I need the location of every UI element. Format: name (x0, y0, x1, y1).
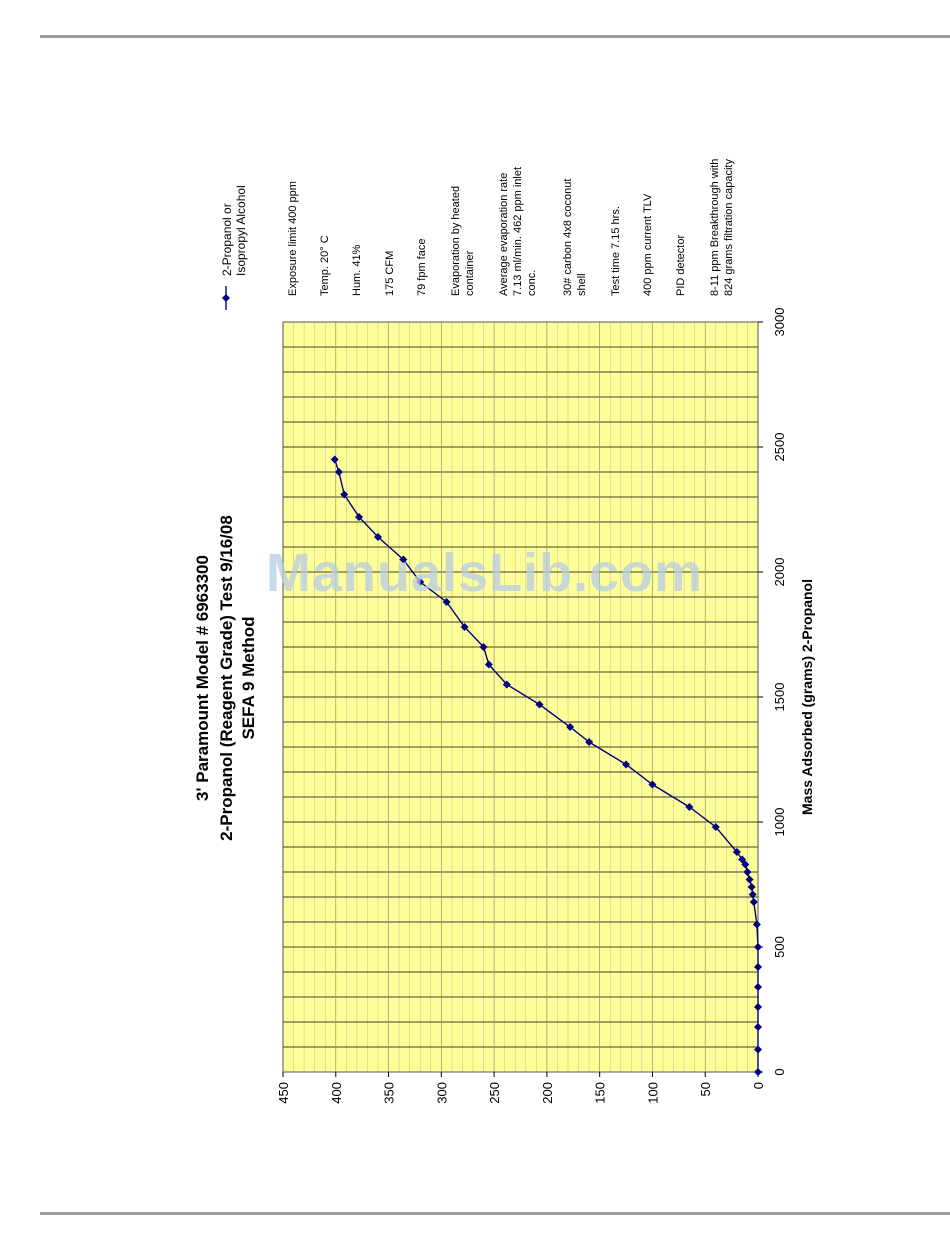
y-tick-label: 0 (751, 1082, 766, 1090)
chart-title-line: SEFA 9 Method (239, 616, 258, 740)
legend-marker (222, 294, 230, 302)
x-tick-label: 3000 (772, 307, 787, 337)
y-tick-label: 400 (328, 1082, 344, 1104)
y-tick-label: 100 (645, 1082, 661, 1104)
annotation-text: container (464, 250, 476, 296)
annotation-text: conc. (526, 269, 538, 296)
annotation-text: Test time 7.15 hrs. (610, 206, 622, 296)
y-tick-label: 50 (698, 1082, 714, 1097)
chart-title-line: 3' Paramount Model # 6963300 (193, 555, 212, 801)
y-tick-label: 200 (539, 1082, 555, 1104)
annotation-text: Hum. 41% (351, 244, 363, 296)
y-tick-label: 250 (487, 1082, 503, 1104)
x-tick-label: 2000 (772, 557, 787, 587)
watermark: ManualsLib.com (266, 543, 704, 603)
annotation-text: Exposure limit 400 ppm (287, 181, 299, 296)
annotation-text: Evaporation by heated (450, 185, 462, 296)
annotation-text: 824 grams filtration capacity (723, 159, 735, 296)
x-tick-label: 2500 (772, 432, 787, 462)
x-tick-label: 1500 (772, 682, 787, 712)
legend-label-line: Isopropyl Alcohol (234, 185, 248, 276)
x-axis-title: Mass Adsorbed (grams) 2-Propanol (799, 579, 815, 815)
annotation-text: 8-11 ppm Breakthrough with (709, 158, 721, 296)
x-tick-label: 500 (772, 936, 787, 958)
annotation-text: PID detector (675, 234, 687, 296)
y-tick-label: 150 (592, 1082, 608, 1104)
annotation-text: Average evaporation rate (498, 172, 510, 296)
x-tick-label: 0 (772, 1068, 787, 1076)
y-tick-label: 350 (381, 1082, 397, 1104)
annotation-text: 400 ppm current TLV (642, 193, 654, 296)
annotation-text: 7.13 ml/min. 462 ppm inlet (512, 166, 524, 296)
annotation-text: 175 CFM (384, 250, 396, 296)
y-tick-label: 450 (276, 1082, 291, 1104)
y-tick-label: 300 (434, 1082, 450, 1104)
chart-title-line: 2-Propanol (Reagent Grade) Test 9/16/08 (217, 515, 236, 841)
annotation-text: 79 fpm face (416, 238, 428, 296)
annotation-text: shell (576, 273, 588, 296)
annotation-text: 30# carbon 4x8 coconut (562, 178, 574, 296)
legend-label-line: 2-Propanol or (220, 203, 234, 276)
annotation-text: Temp. 20° C (319, 235, 331, 296)
x-tick-label: 1000 (772, 807, 787, 837)
